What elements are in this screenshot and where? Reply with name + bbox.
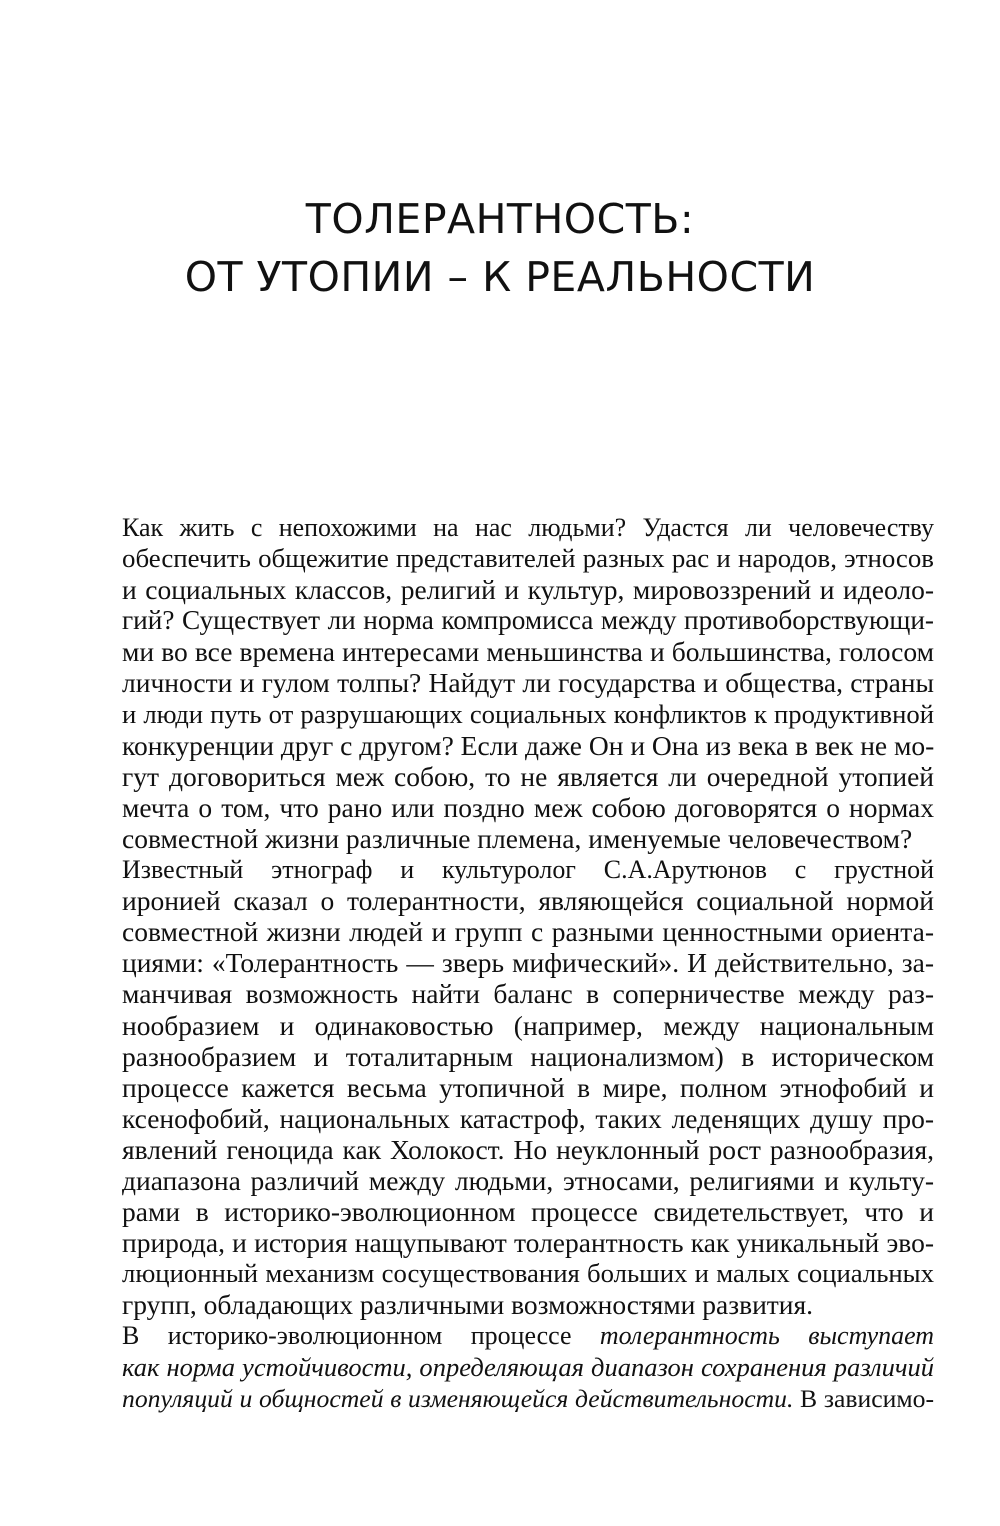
text-line: манчивая возможность найти баланс в соперничестве между раз- — [122, 978, 934, 1010]
text-line: и социальных классов, религий и культур, мировоззрений и идеоло- — [122, 574, 934, 606]
text-line: нообразием и одинаковостью (например, между национальным — [122, 1009, 934, 1041]
text-line — [78, 1352, 934, 1383]
text-line: люционный механизм сосуществования больших и малых социальных — [122, 1258, 934, 1289]
text-line: обеспечить общежитие представителей разных рас и народов, этносов — [122, 543, 934, 574]
text-line: циями: «Толерантность — зверь мифический». И действительно, за- — [122, 947, 934, 979]
italic-emphasis: толерантность выступает — [599, 1321, 935, 1351]
text-line: совместной жизни различные племена, именуемые человечеством? — [122, 822, 913, 854]
text-line: гий? Существует ли норма компромисса между противоборствующи- — [122, 605, 934, 636]
text-line: рами в историко-эволюционном процессе свидетельствует, что и — [122, 1196, 934, 1228]
text-line: ми во все времена интересами меньшинства и большинства, голосом — [122, 636, 934, 668]
text-run: В зависимо- — [793, 1383, 934, 1413]
text-line: Как жить с непохожими на нас людьми? Удастся ли человечеству — [122, 513, 934, 542]
text-line: иронией сказал о толерантности, являющейся социальной нормой — [122, 885, 934, 917]
paragraph-2 — [78, 854, 934, 1320]
chapter-title-line-1: ТОЛЕРАНТНОСТЬ: — [305, 195, 695, 243]
text-line: процессе кажется весьма утопичной в мире, полном этнофобий и — [122, 1071, 934, 1103]
text-line: разнообразием и тоталитарным национализмом) в историческом — [122, 1040, 934, 1072]
text-line: диапазона различий между людьми, этносами, религиями и культу- — [122, 1164, 934, 1196]
text-line: и люди путь от разрушающих социальных конфликтов к продуктивной — [122, 698, 934, 729]
text-line: природа, и история нащупывают толерантность как уникальный эво- — [122, 1227, 934, 1259]
text-line: личности и гулом толпы? Найдут ли государства и общества, страны — [122, 667, 934, 699]
text-line: мечта о том, что рано или поздно меж собою договорятся о нормах — [122, 791, 934, 823]
text-line: конкуренции друг с другом? Если даже Он и Она из века в век не мо- — [122, 729, 935, 761]
paragraph-3 — [78, 1320, 934, 1413]
text-line: гут договориться меж собою, то не является ли очередной утопией — [122, 760, 934, 792]
text-line: групп, обладающих различными возможностями развития. — [122, 1289, 814, 1321]
body-text — [78, 512, 934, 1414]
text-run: В историко-эволюционном процессе — [122, 1321, 600, 1351]
text-line: Известный этнограф и культуролог С.А.Арутюнов с грустной — [122, 855, 934, 885]
chapter-title-line-2: ОТ УТОПИИ – К РЕАЛЬНОСТИ — [184, 253, 816, 301]
text-line: явлений геноцида как Холокост. Но неуклонный рост разнообразия, — [122, 1133, 934, 1165]
paragraph-1 — [78, 512, 934, 854]
text-line: ксенофобий, национальных катастроф, таких леденящих душу про- — [122, 1102, 934, 1134]
text-line: совместной жизни людей и групп с разными ценностными ориента- — [122, 916, 934, 948]
chapter-title — [0, 190, 1000, 306]
italic-emphasis: популяций и общностей в изменяющейся действительности. — [122, 1383, 794, 1413]
text-line — [78, 1320, 934, 1351]
italic-emphasis: как норма устойчивости, определяющая диапазон сохранения различий — [122, 1351, 934, 1382]
text-line — [78, 1383, 934, 1414]
